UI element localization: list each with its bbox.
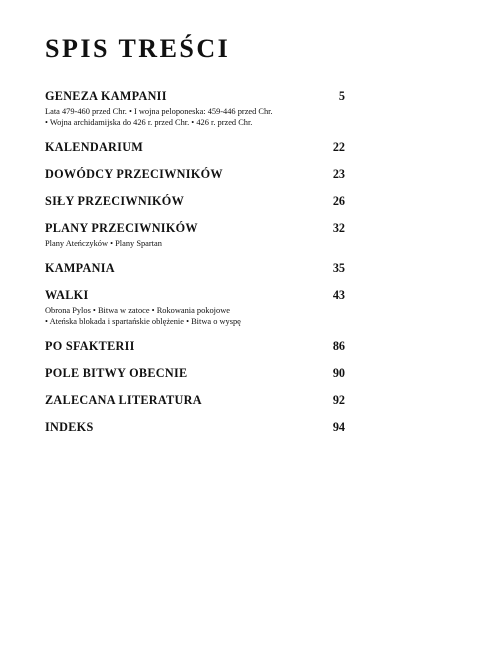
- toc-entry-page: 22: [332, 140, 345, 154]
- toc-entry-title: POLE BITWY OBECNIE: [45, 366, 188, 380]
- toc-entry-page: 43: [332, 288, 345, 302]
- toc-entry-page: 5: [338, 89, 345, 103]
- toc-entry-page: 94: [332, 420, 345, 434]
- toc-entry-page: 92: [332, 393, 345, 407]
- toc-entry-page: 86: [332, 339, 345, 353]
- toc-entry-zalecana-literatura[interactable]: [45, 393, 345, 407]
- toc-entry-subtopics: [45, 238, 345, 249]
- toc-entry-page: 35: [332, 261, 345, 275]
- toc-entry-title: INDEKS: [45, 420, 94, 434]
- toc-entry-pole-bitwy-obecnie[interactable]: [45, 366, 345, 380]
- toc-entry-subtopics: [45, 106, 345, 128]
- toc-entry-subtopics: [45, 305, 345, 327]
- toc-entry-page: 26: [332, 194, 345, 208]
- table-of-contents: [45, 89, 345, 447]
- toc-subtopic-line: • Wojna archidamijska do 426 r. przed Chr. • 426 r. przed Chr.: [45, 118, 253, 127]
- toc-subtopic-line: • Ateńska blokada i spartańskie oblężenie • Bitwa o wyspę: [45, 317, 241, 326]
- toc-subtopic-line: Lata 479-460 przed Chr. • I wojna peloponeska: 459-446 przed Chr.: [45, 107, 273, 116]
- toc-entry-page: 32: [332, 221, 345, 235]
- toc-entry-kampania[interactable]: [45, 261, 345, 275]
- toc-entry-title: KAMPANIA: [45, 261, 115, 275]
- toc-subtopic-line: Plany Ateńczyków • Plany Spartan: [45, 239, 162, 248]
- toc-entry-plany-przeciwnikow[interactable]: [45, 221, 345, 249]
- toc-entry-dowodcy-przeciwnikow[interactable]: [45, 167, 345, 181]
- toc-entry-title: WALKI: [45, 288, 89, 302]
- toc-subtopic-line: Obrona Pylos • Bitwa w zatoce • Rokowania pokojowe: [45, 306, 230, 315]
- toc-entry-walki[interactable]: [45, 288, 345, 327]
- toc-entry-geneza-kampanii[interactable]: [45, 89, 345, 128]
- toc-entry-title: ZALECANA LITERATURA: [45, 393, 202, 407]
- toc-entry-title: PLANY PRZECIWNIKÓW: [45, 221, 198, 235]
- toc-entry-title: KALENDARIUM: [45, 140, 144, 154]
- toc-entry-page: 23: [332, 167, 345, 181]
- toc-entry-title: DOWÓDCY PRZECIWNIKÓW: [45, 167, 223, 181]
- toc-entry-title: GENEZA KAMPANII: [45, 89, 167, 103]
- toc-entry-indeks[interactable]: [45, 420, 345, 434]
- toc-entry-sily-przeciwnikow[interactable]: [45, 194, 345, 208]
- page-title: SPIS TREŚCI: [45, 34, 231, 63]
- toc-entry-title: SIŁY PRZECIWNIKÓW: [45, 194, 185, 208]
- toc-entry-kalendarium[interactable]: [45, 140, 345, 154]
- toc-entry-po-sfakterii[interactable]: [45, 339, 345, 353]
- toc-entry-title: PO SFAKTERII: [45, 339, 135, 353]
- toc-entry-page: 90: [332, 366, 345, 380]
